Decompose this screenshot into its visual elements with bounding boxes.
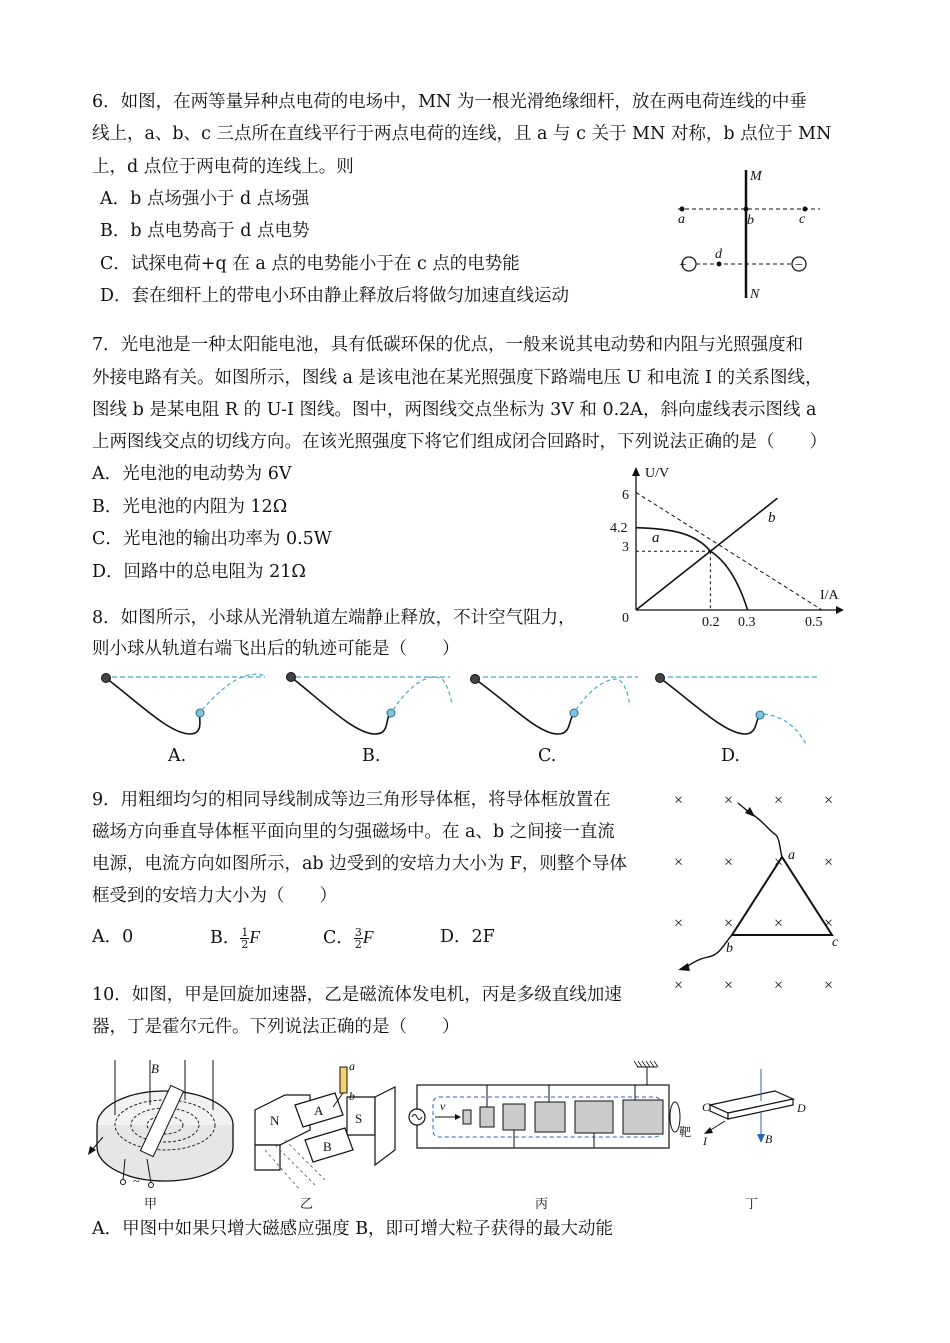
- label-n: N: [750, 287, 760, 302]
- trajectory-option-b: [287, 673, 453, 735]
- vertex-a-label: a: [788, 848, 795, 863]
- q7-line-4: 上两图线交点的切线方向。在该光照强度下将它们组成闭合回路时，下列说法正确的是（ ）: [92, 432, 827, 452]
- plate-b-label: B: [323, 1139, 332, 1154]
- q8-label-c: C.: [538, 746, 557, 766]
- q7-line-2: 外接电路有关。如图所示，图线 a 是该电池在某光照强度下路端电压 U 和电流 I 的关系图线，: [92, 368, 823, 388]
- svg-text:×: ×: [824, 854, 834, 871]
- velocity-v-label: v: [440, 1099, 446, 1113]
- q7-option-d: D．回路中的总电阻为 21Ω: [92, 562, 306, 582]
- trajectory-option-c: [471, 675, 639, 735]
- q8-trajectory-figures: [90, 664, 830, 744]
- svg-text:×: ×: [724, 792, 734, 809]
- svg-text:×: ×: [824, 915, 834, 932]
- x-tick-0-5: 0.5: [805, 615, 823, 630]
- cyclotron-figure: [88, 1060, 233, 1188]
- q8-label-d: D.: [721, 746, 740, 766]
- q6-option-b: B．b 点电势高于 d 点电势: [100, 221, 310, 241]
- y-tick-6: 6: [622, 488, 629, 503]
- series-b-line: [636, 498, 777, 610]
- svg-text:×: ×: [724, 854, 734, 871]
- trajectory-option-d: [656, 674, 821, 745]
- q10-option-a: A．甲图中如果只增大磁感应强度 B，即可增大粒子获得的最大动能: [92, 1219, 614, 1239]
- terminal-a-label: a: [349, 1059, 355, 1073]
- caption-yi: 乙: [300, 1197, 314, 1212]
- q10-figures: [85, 1055, 815, 1200]
- caption-jia: 甲: [144, 1197, 158, 1212]
- magnetic-field-crosses: [674, 792, 833, 994]
- svg-text:×: ×: [674, 792, 684, 809]
- plate-a-label: A: [314, 1103, 324, 1118]
- y-axis-label: U/V: [645, 466, 670, 481]
- svg-text:×: ×: [774, 977, 784, 994]
- q9-option-c: C． $\frac{3}{2}$ F: [323, 926, 374, 951]
- current-i-label: I: [703, 1134, 707, 1148]
- q9-option-b: B． $\frac{1}{2}$ F: [210, 926, 261, 951]
- q10-line-2: 器，丁是霍尔元件。下列说法正确的是（ ）: [92, 1017, 460, 1037]
- q6-line-3: 上，d 点位于两电荷的连线上。则: [92, 157, 354, 177]
- caption-bing: 丙: [535, 1197, 549, 1212]
- trajectory-option-a: [102, 674, 267, 735]
- q7-option-b: B．光电池的内阻为 12Ω: [92, 497, 288, 517]
- curve-b-label: b: [768, 510, 776, 526]
- svg-text:×: ×: [674, 977, 684, 994]
- tangent-line: [636, 492, 822, 610]
- x-tick-0-3: 0.3: [738, 615, 756, 630]
- q6-option-c: C．试探电荷+q 在 a 点的电势能小于在 c 点的电势能: [100, 254, 520, 274]
- svg-text:×: ×: [724, 977, 734, 994]
- q9-option-d: D．2F: [440, 927, 495, 947]
- magnet-s-label: S: [355, 1111, 363, 1126]
- y-tick-3: 3: [622, 540, 629, 555]
- q7-ui-graph: [600, 460, 860, 632]
- plus-charge-label: +: [679, 258, 687, 273]
- q9-magnetic-field-figure: [668, 785, 848, 995]
- fraction-one-half: $\frac{1}{2}$: [241, 926, 249, 951]
- q7-line-3: 图线 b 是某电阻 R 的 U-I 图线。图中，两图线交点坐标为 3V 和 0.2A，斜向虚线表示图线 a: [92, 400, 817, 420]
- svg-text:×: ×: [724, 915, 734, 932]
- minus-charge-label: −: [795, 258, 803, 273]
- q7-line-1: 7．光电池是一种太阳能电池，具有低碳环保的优点，一般来说其电动势和内阻与光照强度和: [92, 335, 804, 355]
- q8-line-1: 8．如图所示，小球从光滑轨道左端静止释放，不计空气阻力，: [92, 608, 576, 628]
- q7-option-a: A．光电池的电动势为 6V: [92, 464, 292, 484]
- svg-text:×: ×: [774, 854, 784, 871]
- fraction-three-halves: $\frac{3}{2}$: [354, 926, 362, 951]
- svg-text:×: ×: [824, 977, 834, 994]
- svg-text:×: ×: [674, 915, 684, 932]
- label-m: M: [750, 169, 762, 184]
- svg-text:×: ×: [774, 915, 784, 932]
- terminal-b-label: b: [349, 1089, 355, 1103]
- q9-line-3: 电源，电流方向如图所示，ab 边受到的安培力大小为 F，则整个导体: [92, 854, 627, 874]
- svg-text:×: ×: [774, 792, 784, 809]
- q6-option-a: A．b 点场强小于 d 点场强: [100, 189, 310, 209]
- q9-line-2: 磁场方向垂直导体框平面向里的匀强磁场中。在 a、b 之间接一直流: [92, 822, 615, 842]
- y-tick-4-2: 4.2: [610, 521, 628, 536]
- origin-label: 0: [622, 611, 629, 626]
- q10-line-1: 10．如图，甲是回旋加速器，乙是磁流体发电机，丙是多级直线加速: [92, 985, 622, 1005]
- q8-line-2: 则小球从轨道右端飞出后的轨迹可能是（ ）: [92, 639, 460, 659]
- caption-ding: 丁: [745, 1197, 759, 1212]
- q9-option-c-prefix: C．: [323, 928, 354, 948]
- q9-line-1: 9．用粗细均匀的相同导线制成等边三角形导体框，将导体框放置在: [92, 790, 611, 810]
- face-d-label: D: [797, 1101, 806, 1115]
- q6-line-1: 6．如图，在两等量异种点电荷的电场中，MN 为一根光滑绝缘细杆，放在两电荷连线的中垂: [92, 92, 807, 112]
- label-d: d: [715, 247, 722, 262]
- target-label: 靶: [679, 1125, 692, 1139]
- label-b: b: [747, 213, 754, 228]
- q6-figure-charges: [670, 165, 830, 305]
- field-b-label: B: [765, 1132, 773, 1146]
- q9-line-4: 框受到的安培力大小为（ ）: [92, 886, 337, 906]
- q7-option-c: C．光电池的输出功率为 0.5W: [92, 529, 332, 549]
- magnet-n-label: N: [270, 1113, 280, 1128]
- label-c: c: [799, 212, 806, 227]
- q8-label-b: B.: [362, 746, 381, 766]
- curve-a-label: a: [652, 530, 660, 546]
- q8-label-a: A.: [168, 746, 187, 766]
- vertex-b-label: b: [726, 941, 733, 956]
- cyclotron-b-label: B: [151, 1061, 159, 1076]
- q9-option-a: A．0: [92, 927, 134, 947]
- x-axis-label: I/A: [820, 588, 839, 603]
- svg-text:×: ×: [674, 854, 684, 871]
- cyclotron-ac-label: ~: [133, 1174, 140, 1188]
- hall-element-figure: [702, 1069, 806, 1148]
- vertex-c-label: c: [832, 935, 839, 950]
- svg-text:×: ×: [824, 792, 834, 809]
- q6-line-2: 线上，a、b、c 三点所在直线平行于两点电荷的连线，且 a 与 c 关于 MN 对称，b 点位于 MN: [92, 124, 832, 144]
- mhd-generator-figure: [255, 1059, 395, 1190]
- x-tick-0-2: 0.2: [702, 615, 720, 630]
- face-c-label: C: [702, 1100, 711, 1114]
- label-a: a: [678, 212, 685, 227]
- q6-option-d: D．套在细杆上的带电小环由静止释放后将做匀加速直线运动: [100, 286, 570, 306]
- q9-option-b-prefix: B．: [210, 928, 241, 948]
- linear-accelerator-figure: [409, 1061, 691, 1148]
